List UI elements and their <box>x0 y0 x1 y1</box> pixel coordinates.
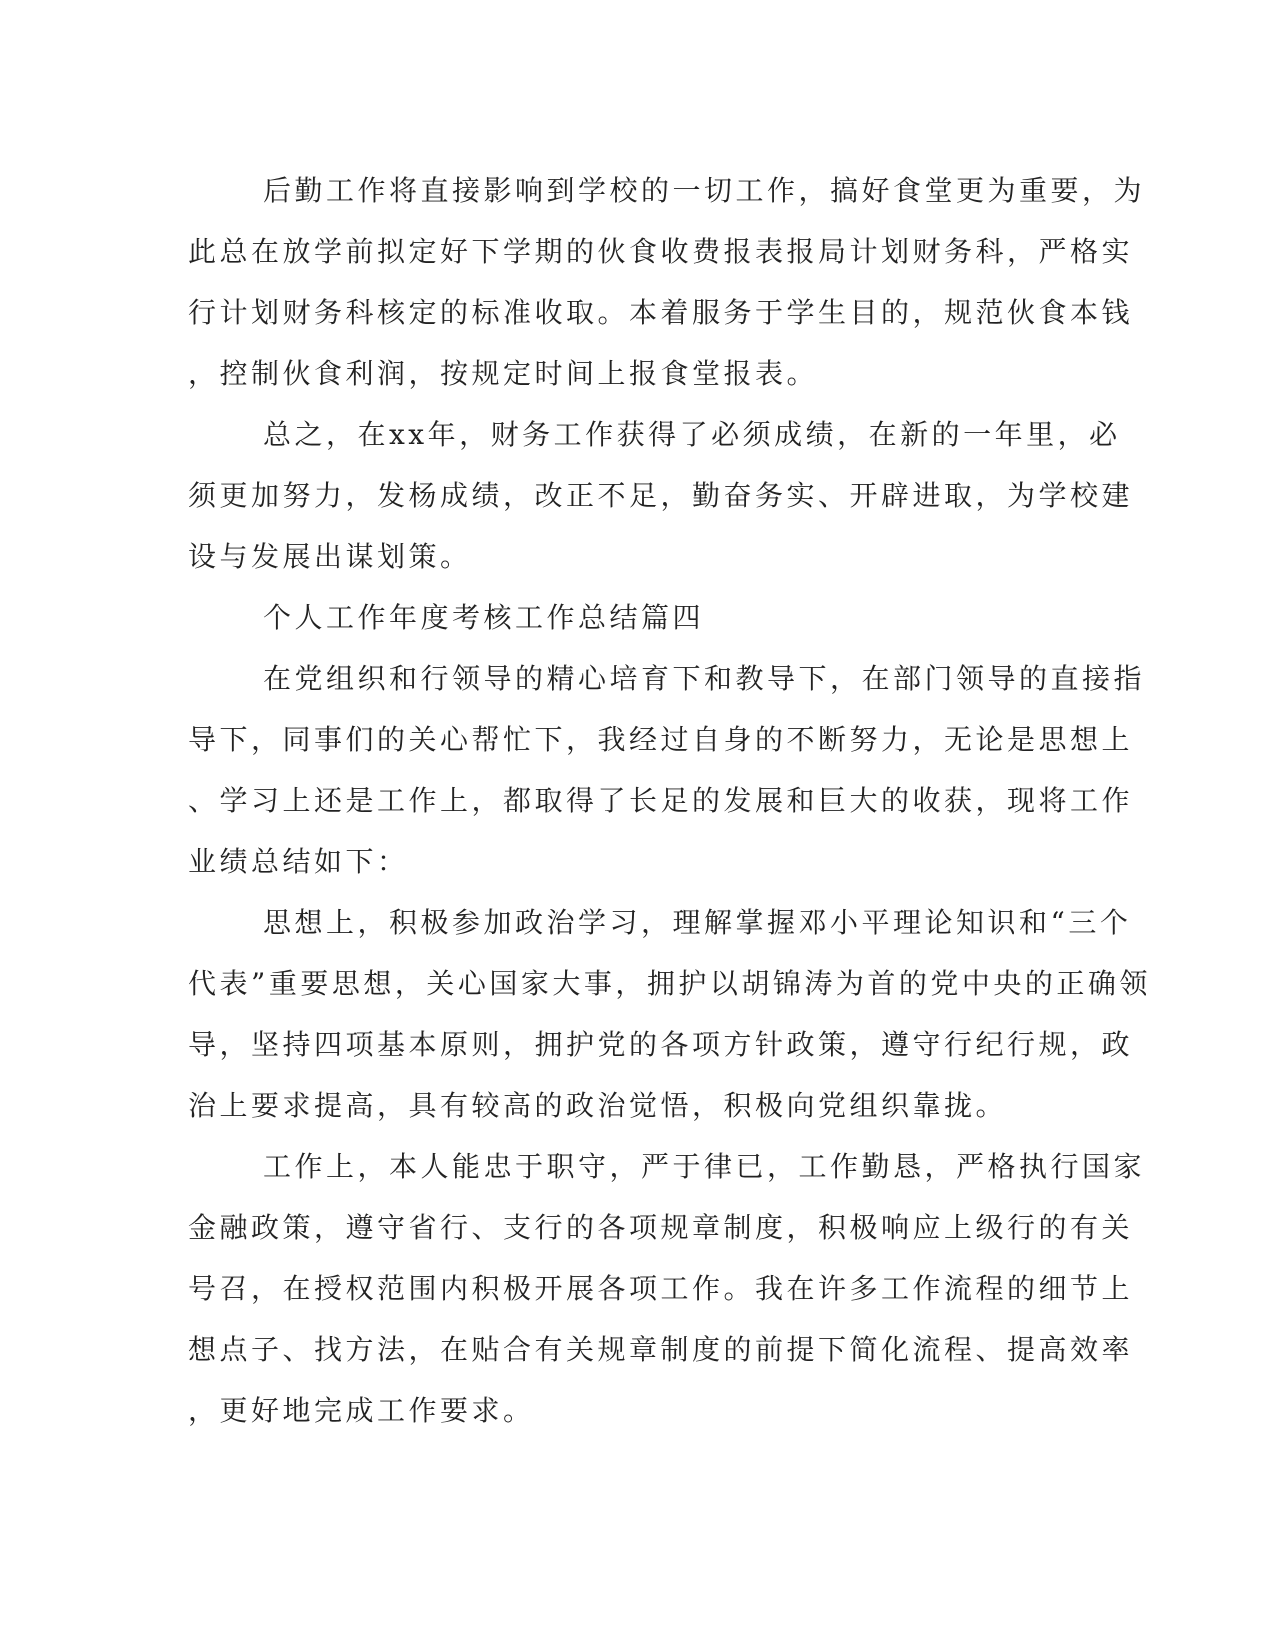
paragraph-line: 在党组织和行领导的精心培育下和教导下，在部门领导的直接指 <box>263 662 1146 695</box>
section-heading: 个人工作年度考核工作总结篇四 <box>263 601 705 634</box>
paragraph-line: 思想上，积极参加政治学习，理解掌握邓小平理论知识和“三个 <box>263 906 1132 939</box>
paragraph-line: ，控制伙食利润，按规定时间上报食堂报表。 <box>188 357 819 390</box>
paragraph-line: ，更好地完成工作要求。 <box>188 1394 535 1427</box>
paragraph-line: 、学习上还是工作上，都取得了长足的发展和巨大的收获，现将工作 <box>188 784 1134 817</box>
paragraph-line: 导，坚持四项基本原则，拥护党的各项方针政策，遵守行纪行规，政 <box>188 1028 1134 1061</box>
paragraph-line: 业绩总结如下： <box>188 845 409 878</box>
paragraph-line: 此总在放学前拟定好下学期的伙食收费报表报局计划财务科，严格实 <box>188 235 1134 268</box>
paragraph-line: 须更加努力，发杨成绩，改正不足，勤奋务实、开辟进取，为学校建 <box>188 479 1134 512</box>
paragraph-line: 总之，在xx年，财务工作获得了必须成绩，在新的一年里，必 <box>263 418 1121 451</box>
paragraph-line: 行计划财务科核定的标准收取。本着服务于学生目的，规范伙食本钱 <box>188 296 1134 329</box>
document-body <box>188 160 1151 1441</box>
paragraph-line: 后勤工作将直接影响到学校的一切工作，搞好食堂更为重要，为 <box>263 174 1146 207</box>
paragraph-line: 想点子、找方法，在贴合有关规章制度的前提下简化流程、提高效率 <box>188 1333 1134 1366</box>
paragraph-line: 代表”重要思想，关心国家大事，拥护以胡锦涛为首的党中央的正确领 <box>188 967 1151 1000</box>
paragraph-line: 治上要求提高，具有较高的政治觉悟，积极向党组织靠拢。 <box>188 1089 1008 1122</box>
paragraph-line: 金融政策，遵守省行、支行的各项规章制度，积极响应上级行的有关 <box>188 1211 1134 1244</box>
paragraph-line: 导下，同事们的关心帮忙下，我经过自身的不断努力，无论是思想上 <box>188 723 1134 756</box>
paragraph-line: 号召，在授权范围内积极开展各项工作。我在许多工作流程的细节上 <box>188 1272 1134 1305</box>
paragraph-line: 设与发展出谋划策。 <box>188 540 472 573</box>
paragraph-line: 工作上，本人能忠于职守，严于律已，工作勤恳，严格执行国家 <box>263 1150 1146 1183</box>
